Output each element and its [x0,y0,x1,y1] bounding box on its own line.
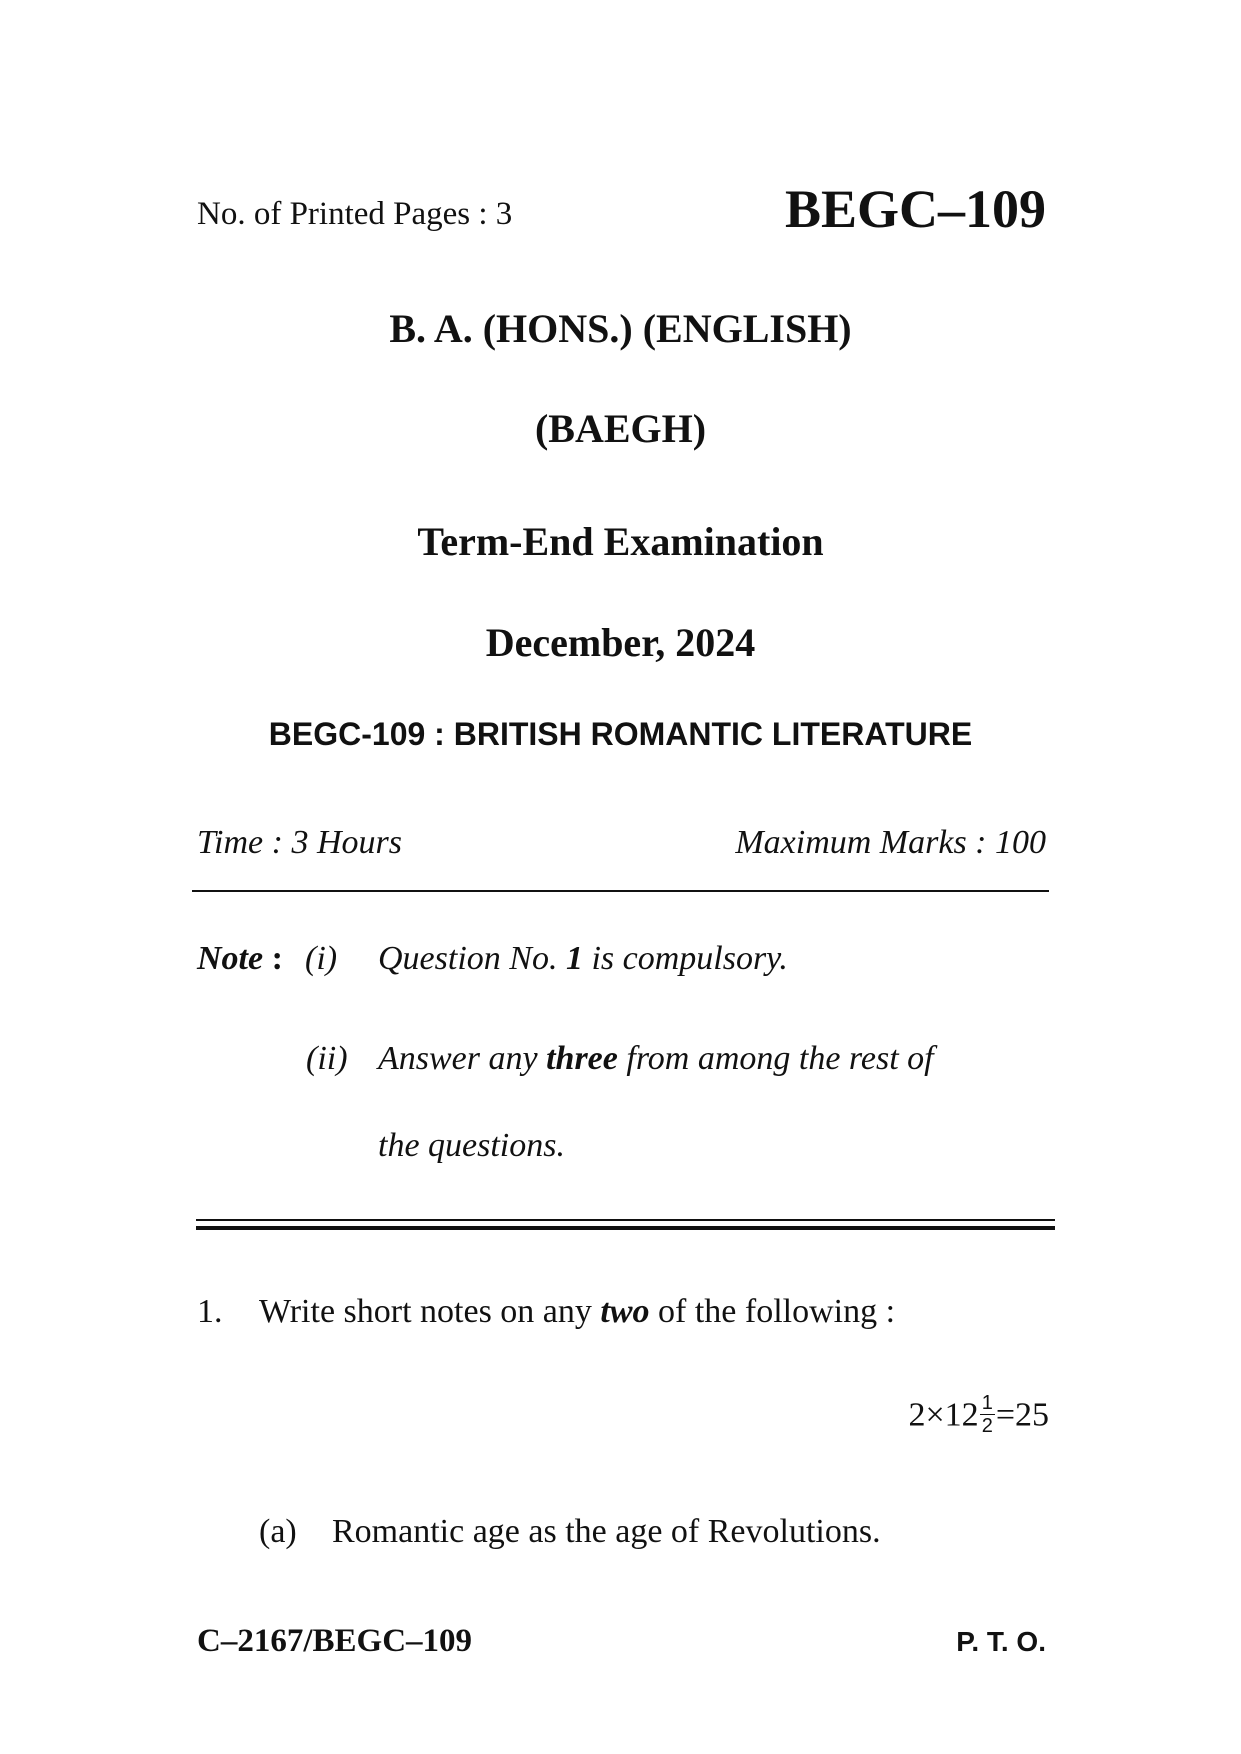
note-item-number: (i) [305,940,338,977]
footer-pto: P. T. O. [956,1626,1046,1657]
fraction-denominator: 2 [981,1415,993,1437]
question-text [259,1293,895,1331]
degree-title: B. A. (HONS.) (ENGLISH) [389,306,852,351]
note-label [197,940,283,978]
note-emphasis: 1 [565,940,583,977]
printed-pages-count: No. of Printed Pages : 3 [197,196,513,232]
question-text-segment: of the following : [649,1293,896,1330]
sub-question-text: Romantic age as the age of Revolutions. [332,1513,881,1550]
note-item-number: (ii) [306,1040,348,1077]
note-text-segment: Answer any [378,1040,547,1077]
fraction-numerator: 1 [981,1392,993,1414]
question-marks [908,1392,1050,1440]
marks-lead: 2×12 [908,1396,979,1434]
note-text-segment: from among the rest of [617,1040,934,1077]
sub-question-label: (a) [259,1513,297,1550]
exam-date: December, 2024 [485,620,756,665]
marks-fraction [980,1392,995,1437]
note-word: Note [197,940,264,977]
note-item-text [378,1040,934,1078]
footer-paper-code: C–2167/BEGC–109 [197,1623,473,1659]
note-colon: : [271,940,283,977]
question-emphasis: two [600,1293,650,1330]
note-emphasis: three [546,1040,618,1077]
question-text-segment: Write short notes on any [259,1293,601,1330]
course-title: BEGC-109 : BRITISH ROMANTIC LITERATURE [268,716,973,752]
exam-duration: Time : 3 Hours [197,824,402,861]
note-text-segment: is compulsory. [582,940,788,977]
question-number: 1. [197,1293,223,1330]
program-code: (BAEGH) [534,406,707,451]
header-divider [192,890,1049,892]
exam-title: Term-End Examination [417,519,824,564]
note-item-continuation: the questions. [378,1127,565,1164]
note-text-segment: Question No. [378,940,566,977]
section-divider-thick [196,1226,1055,1230]
maximum-marks: Maximum Marks : 100 [735,824,1046,861]
marks-tail: =25 [995,1396,1049,1434]
course-code-header: BEGC–109 [784,179,1046,239]
note-item-text [378,940,788,978]
section-divider-thin [196,1219,1055,1221]
